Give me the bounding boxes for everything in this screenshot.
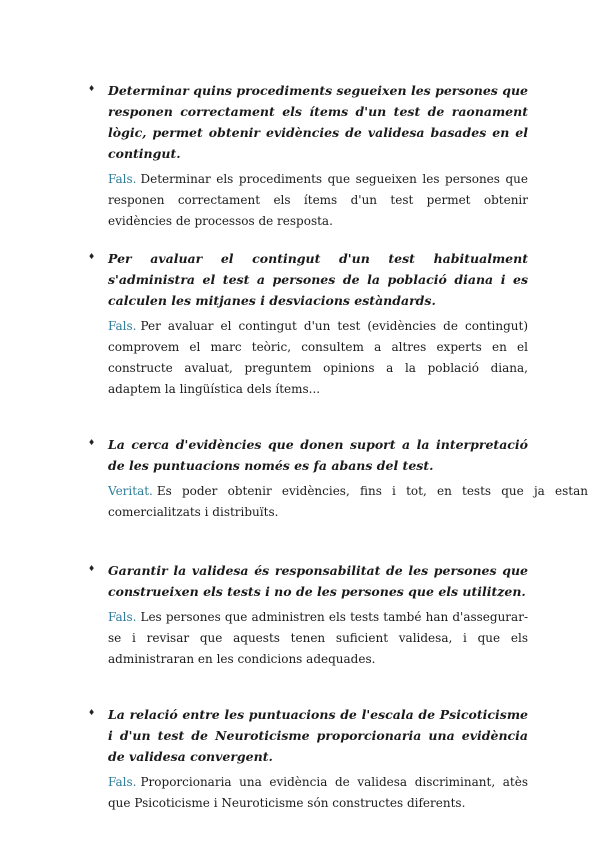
- answer-text: Per avaluar el contingut d'un test (evidències de contingut) comprovem el marc teòric, consultem a altres experts en el constructe avaluat, preguntem opinions a la població diana, adaptem la lingüística dels ítems...: [108, 319, 528, 396]
- verdict-label: Fals.: [108, 775, 137, 789]
- verdict-label: Fals.: [108, 610, 137, 624]
- verdict-label: Veritat.: [108, 484, 153, 498]
- question-text: Determinar quins procediments segueixen les persones que responen correctament els ítems d'un test de raonament lògic, permet obtenir evidències de validesa basades en el contingut.: [108, 83, 528, 161]
- list-item: [88, 704, 528, 814]
- list-item: [88, 560, 528, 670]
- diamond-bullet-icon: ♦: [88, 708, 96, 717]
- diamond-bullet-icon: ♦: [88, 564, 96, 573]
- list-item: [88, 248, 528, 400]
- question-text: Garantir la validesa és responsabilitat de les persones que construeixen els tests i no de les persones que els utilitzen.: [108, 563, 528, 599]
- answer-text: Es poder obtenir evidències, fins i tot, en tests que ja estan comercialitzats i distribuïts.: [108, 484, 588, 519]
- answer-paragraph: [108, 169, 528, 232]
- answer-paragraph: [108, 481, 588, 523]
- verdict-label: Fals.: [108, 172, 137, 186]
- diamond-bullet-icon: ♦: [88, 438, 96, 447]
- question-text: La relació entre les puntuacions de l'escala de Psicoticisme i d'un test de Neuroticisme proporcionaria una evidència de validesa convergent.: [108, 707, 528, 764]
- diamond-bullet-icon: ♦: [88, 252, 96, 261]
- verdict-label: Fals.: [108, 319, 137, 333]
- list-item: [88, 80, 528, 232]
- answer-text: Proporcionaria una evidència de validesa discriminant, atès que Psicoticisme i Neuroticisme són constructes diferents.: [108, 775, 528, 810]
- answer-paragraph: [108, 316, 528, 400]
- question-text: Per avaluar el contingut d'un test habitualment s'administra el test a persones de la població diana i es calculen les mitjanes i desviacions estàndards.: [108, 251, 528, 308]
- answer-paragraph: [108, 772, 528, 814]
- list-item: [88, 434, 588, 523]
- answer-text: Les persones que administren els tests també han d'assegurar-se i revisar que aquests tenen suficient validesa, i que els administraran en les condicions adequades.: [108, 610, 528, 666]
- diamond-bullet-icon: ♦: [88, 84, 96, 93]
- answer-text: Determinar els procediments que segueixen les persones que responen correctament els ítems d'un test permet obtenir evidències de processos de resposta.: [108, 172, 528, 228]
- question-text: La cerca d'evidències que donen suport a la interpretació de les puntuacions només es fa abans del test.: [108, 437, 528, 473]
- answer-paragraph: [108, 607, 528, 670]
